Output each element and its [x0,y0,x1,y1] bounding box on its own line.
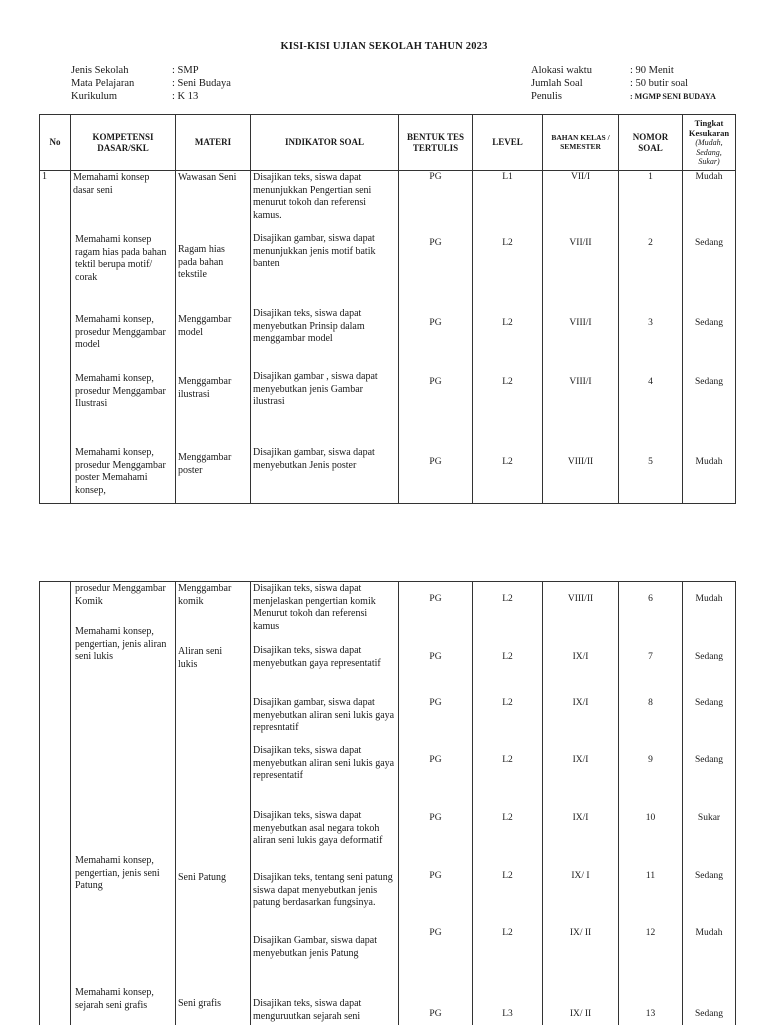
bahan-value: IX/I [545,698,616,710]
bentuk-value: PG [401,594,470,606]
meta-value: : 90 Menit [630,65,674,76]
bentuk-value: PG [401,457,470,469]
level-value: L2 [475,871,540,883]
header-kompetensi: KOMPETENSI DASAR/SKL [71,115,176,171]
meta-label: Penulis [531,90,630,103]
bentuk-value: PG [401,172,470,184]
document-title: KISI-KISI UJIAN SEKOLAH TAHUN 2023 [0,40,768,53]
materi-text: Menggambar poster [178,452,246,477]
tingkat-value: Sedang [685,871,733,883]
bahan-value: IX/I [545,652,616,664]
no-value: 1 [42,171,68,184]
meta-left [71,64,231,103]
materi-text: Menggambar model [178,314,246,339]
meta-label: Alokasi waktu [531,64,630,77]
tingkat-value: Mudah [685,594,733,606]
nomor-cell [619,171,683,504]
level-value: L2 [475,318,540,330]
level-cell [473,582,543,1025]
no-cell [40,171,71,504]
bentuk-cell [399,582,473,1025]
tingkat-value: Mudah [685,457,733,469]
bahan-value: IX/I [545,813,616,825]
materi-cell [176,582,251,1025]
indikator-text: Disajikan gambar, siswa dapat menyebutkan aliran seni lukis gaya represntatif [253,697,395,735]
indikator-text: Disajikan Gambar, siswa dapat menyebutkan jenis Patung [253,935,395,960]
kompetensi-text: Memahami konsep ragam hias pada bahan tektil berupa motif/ corak [75,234,171,284]
bentuk-value: PG [401,652,470,664]
bentuk-value: PG [401,871,470,883]
bahan-value: VIII/II [545,457,616,469]
kompetensi-text: Memahami konsep dasar seni [73,172,153,197]
indikator-text: Disajikan gambar , siswa dapat menyebutkan jenis Gambar ilustrasi [253,371,395,409]
kompetensi-cell [71,582,176,1025]
bentuk-cell [399,171,473,504]
tingkat-value: Sedang [685,1009,733,1021]
kompetensi-text: prosedur Menggambar Komik [75,583,173,608]
meta-row [71,64,231,77]
meta-label: Mata Pelajaran [71,77,172,90]
level-value: L2 [475,238,540,250]
indikator-text: Disajikan gambar, siswa dapat menunjukkan jenis motif batik banten [253,233,395,271]
bentuk-value: PG [401,1009,470,1021]
level-value: L2 [475,594,540,606]
nomor-value: 10 [621,813,680,825]
bahan-cell [543,171,619,504]
bahan-value: VIII/II [545,594,616,606]
bahan-value: IX/ II [545,928,616,940]
materi-text: Wawasan Seni [178,172,250,185]
meta-value: : Seni Budaya [172,78,231,89]
materi-text: Ragam hias pada bahan tekstile [178,244,238,282]
table-row [40,582,736,1025]
indikator-text: Disajikan gambar, siswa dapat menyebutkan Jenis poster [253,447,395,472]
meta-row [71,90,231,103]
level-value: L2 [475,652,540,664]
meta-row [531,90,716,103]
header-tingkat-label: Tingkat Kesukaran [685,119,733,139]
materi-text: Menggambar ilustrasi [178,376,246,401]
kompetensi-text: Memahami konsep, prosedur Menggambar poster Memahami konsep, [75,447,175,497]
bahan-value: VII/I [545,172,616,184]
meta-value: : SMP [172,65,199,76]
header-nomor: NOMOR SOAL [619,115,683,171]
bahan-value: VIII/I [545,318,616,330]
indikator-text: Disajikan teks, siswa dapat menguruutkan sejarah seni [253,998,395,1023]
bentuk-value: PG [401,238,470,250]
level-value: L2 [475,698,540,710]
kisi-table-page-2 [39,581,736,1025]
level-value: L2 [475,457,540,469]
header-materi: MATERI [176,115,251,171]
kompetensi-text: Memahami konsep, prosedur Menggambar Ilustrasi [75,373,171,411]
meta-value: : 50 butir soal [630,78,688,89]
header-indikator: INDIKATOR SOAL [251,115,399,171]
nomor-value: 9 [621,755,680,767]
kompetensi-text: Memahami konsep, prosedur Menggambar model [75,314,173,352]
kompetensi-text: Memahami konsep, pengertian, jenis seni Patung [75,855,171,893]
bentuk-value: PG [401,318,470,330]
nomor-value: 7 [621,652,680,664]
kompetensi-cell [71,171,176,504]
tingkat-value: Sedang [685,698,733,710]
tingkat-value: Sedang [685,652,733,664]
tingkat-value: Sedang [685,755,733,767]
no-cell [40,582,71,1025]
nomor-value: 13 [621,1009,680,1021]
tingkat-value: Sukar [685,813,733,825]
nomor-value: 12 [621,928,680,940]
bahan-cell [543,582,619,1025]
meta-row [71,77,231,90]
nomor-value: 4 [621,377,680,389]
bentuk-value: PG [401,755,470,767]
bentuk-value: PG [401,928,470,940]
bentuk-value: PG [401,377,470,389]
bentuk-value: PG [401,698,470,710]
level-value: L2 [475,755,540,767]
level-value: L2 [475,377,540,389]
meta-value: : K 13 [172,91,198,102]
nomor-value: 1 [621,172,680,184]
bahan-value: IX/I [545,755,616,767]
bahan-value: VII/II [545,238,616,250]
nomor-cell [619,582,683,1025]
nomor-value: 5 [621,457,680,469]
meta-value: : MGMP SENI BUDAYA [630,92,716,101]
nomor-value: 6 [621,594,680,606]
level-cell [473,171,543,504]
tingkat-value: Mudah [685,172,733,184]
header-bentuk: BENTUK TES TERTULIS [399,115,473,171]
materi-text: Seni grafis [178,998,246,1011]
tingkat-cell [683,171,736,504]
tingkat-value: Mudah [685,928,733,940]
header-tingkat [683,115,736,171]
header-bahan: BAHAN KELAS / SEMESTER [543,115,619,171]
indikator-text: Disajikan teks, siswa dapat menjelaskan pengertian komik Menurut tokoh dan referensi kamus [253,583,395,633]
meta-label: Kurikulum [71,90,172,103]
meta-label: Jenis Sekolah [71,64,172,77]
indikator-text: Disajikan teks, siswa dapat menyebutkan aliran seni lukis gaya representatif [253,745,395,783]
meta-label: Jumlah Soal [531,77,630,90]
header-no: No [40,115,71,171]
materi-text: Menggambar komik [178,583,246,608]
materi-text: Aliran seni lukis [178,646,238,671]
tingkat-value: Sedang [685,318,733,330]
kompetensi-text: Memahami konsep, pengertian, jenis aliran seni lukis [75,626,171,664]
bahan-value: VIII/I [545,377,616,389]
tingkat-cell [683,582,736,1025]
kompetensi-text: Memahami konsep, sejarah seni grafis [75,987,171,1012]
indikator-cell [251,582,399,1025]
indikator-text: Disajikan teks, siswa dapat menyebutkan asal negara tokoh aliran seni lukis gaya deformatif [253,810,395,848]
bahan-value: IX/ I [545,871,616,883]
indikator-text: Disajikan teks, tentang seni patung siswa dapat menyebutkan jenis patung berdasarkan fungsinya. [253,872,395,910]
nomor-value: 3 [621,318,680,330]
indikator-text: Disajikan teks, siswa dapat menunjukkan Pengertian seni menurut tokoh dan referensi kamus. [253,172,395,222]
meta-right [531,64,716,103]
indikator-text: Disajikan teks, siswa dapat menyebutkan Prinsip dalam menggambar model [253,308,395,346]
meta-row [531,64,716,77]
level-value: L2 [475,813,540,825]
meta-row [531,77,716,90]
header-tingkat-sub: (Mudah, Sedang, Sukar) [685,138,733,166]
table-row [40,171,736,504]
bahan-value: IX/ II [545,1009,616,1021]
tingkat-value: Sedang [685,377,733,389]
level-value: L2 [475,928,540,940]
indikator-text: Disajikan teks, siswa dapat menyebutkan gaya representatif [253,645,395,670]
kisi-table-page-1 [39,114,736,504]
materi-text: Seni Patung [178,872,246,885]
materi-cell [176,171,251,504]
level-value: L1 [475,172,540,184]
nomor-value: 8 [621,698,680,710]
tingkat-value: Sedang [685,238,733,250]
header-level: LEVEL [473,115,543,171]
bentuk-value: PG [401,813,470,825]
nomor-value: 2 [621,238,680,250]
header-row [40,115,736,171]
level-value: L3 [475,1009,540,1021]
nomor-value: 11 [621,871,680,883]
indikator-cell [251,171,399,504]
